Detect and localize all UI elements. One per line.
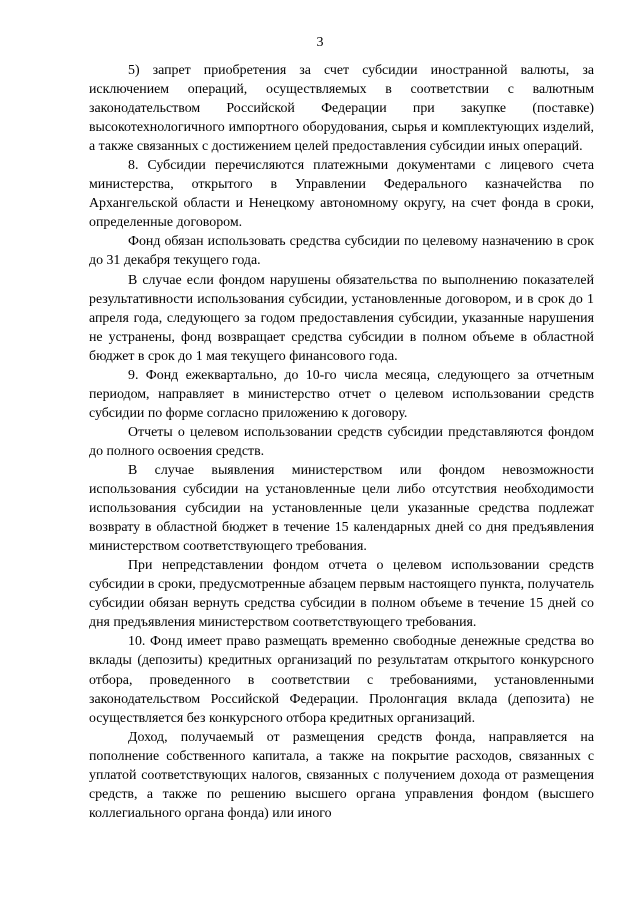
paragraph-clause-10: 10. Фонд имеет право размещать временно свободные денежные средства во вклады (депозиты) кредитных организаций по результатам открытого конкурсного отбора, проведенного в соответствии с требованиями, установленными законодательством Российской Федерации. Пролонгация вклада (депозита) не осуществляется без конкурсного отбора кредитных организаций. [89, 634, 594, 726]
paragraph-impossibility-return: В случае выявления министерством или фондом невозможности использования субсидии на установленные цели либо отсутствия необходимости использования субсидии на установленные цели указанные средства подлежат возврату в областной бюджет в течение 15 календарных дней со дня предъявления министерством соответствующего требования. [89, 462, 594, 555]
paragraph-violation-return: В случае если фондом нарушены обязательства по выполнению показателей результативности использования субсидии, установленные договором, и в срок до 1 апреля года, следующего за годом предоставления субсидии, указанные нарушения не устранены, фонд возвращает средства субсидии в полном объеме в областной бюджет в срок до 1 мая текущего финансового года. [89, 272, 594, 364]
document-body [89, 61, 594, 823]
paragraph-non-submission: При непредставлении фондом отчета о целевом использовании средств субсидии в сроки, предусмотренные абзацем первым настоящего пункта, получатель субсидии обязан вернуть средства субсидии в полном объеме в течение 15 дней со дня предъявления министерством соответствующего требования. [89, 558, 594, 631]
paragraph-clause-8: 8. Субсидии перечисляются платежными документами с лицевого счета министерства, открытого в Управлении Федерального казначейства по Архангельской области и Ненецкому автономному округу, на счет фонда в сроки, определенные договором. [89, 158, 594, 231]
paragraph-item-5-currency-ban: 5) запрет приобретения за счет субсидии иностранной валюты, за исключением операций, осуществляемых в соответствии с валютным законодательством Российской Федерации при закупке (поставке) высокотехнологичного импортного оборудования, сырья и комплектующих изделий, а также связанных с достижением целей предоставления субсидии иных операций. [89, 63, 594, 155]
paragraph-clause-9: 9. Фонд ежеквартально, до 10-го числа месяца, следующего за отчетным периодом, направляет в министерство отчет о целевом использовании средств субсидии по форме согласно приложению к договору. [89, 367, 594, 421]
page-number: 3 [316, 35, 324, 50]
paragraph-income: Доход, получаемый от размещения средств фонда, направляется на пополнение собственного капитала, а также на покрытие расходов, связанных с уплатой соответствующих налогов, связанных с получением дохода от размещения средств, а также по решению высшего органа управления фондом (высшего коллегиального органа фонда) или иного [89, 729, 594, 821]
paragraph-reports: Отчеты о целевом использовании средств субсидии представляются фондом до полного освоения средств. [89, 424, 594, 459]
paragraph-use-deadline: Фонд обязан использовать средства субсидии по целевому назначению в срок до 31 декабря текущего года. [89, 234, 594, 269]
